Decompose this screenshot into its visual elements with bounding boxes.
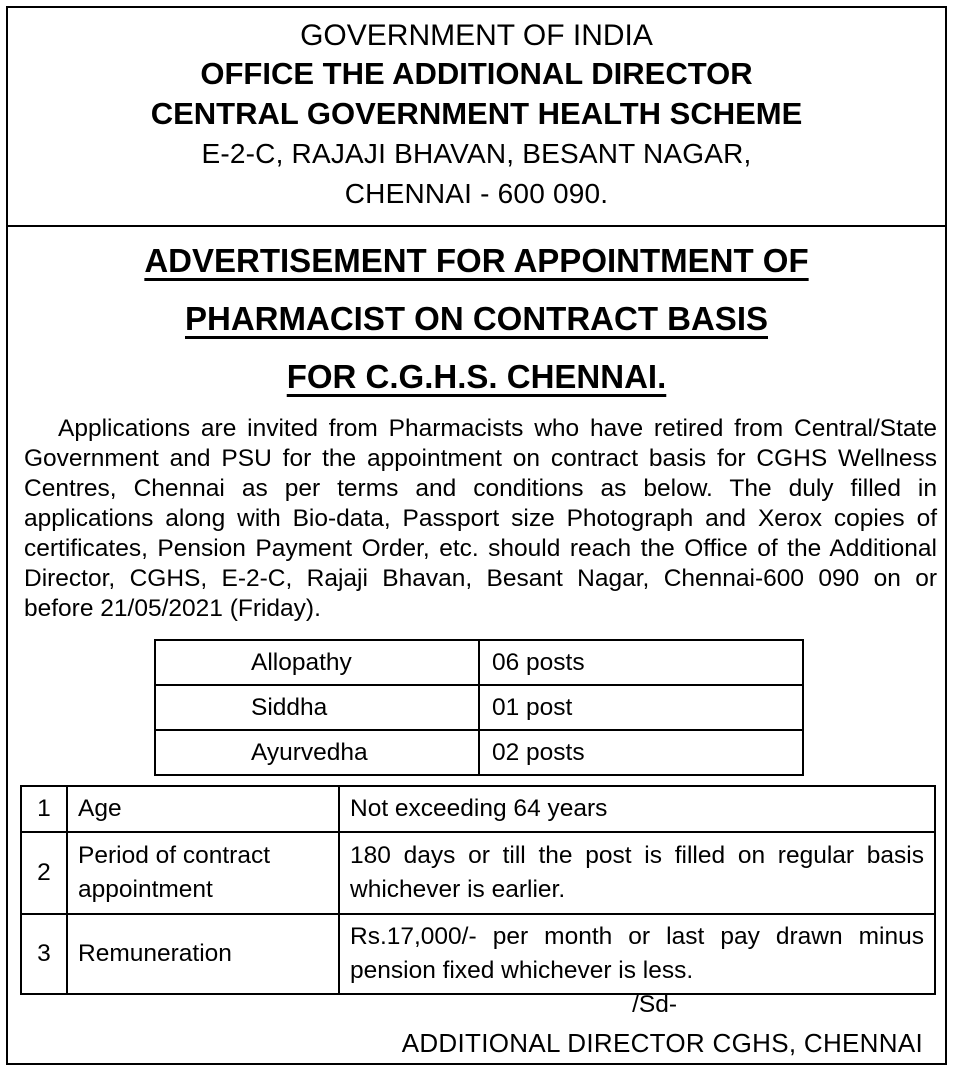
post-count: 06 posts	[479, 640, 803, 685]
term-detail: 180 days or till the post is filled on regular basis whichever is earlier.	[339, 832, 935, 914]
header-government: GOVERNMENT OF INDIA	[300, 19, 653, 52]
term-item: Remuneration	[67, 914, 339, 994]
title-line-3: FOR C.G.H.S. CHENNAI.	[286, 358, 667, 395]
post-count: 02 posts	[479, 730, 803, 775]
table-row	[21, 786, 935, 832]
table-row	[155, 685, 803, 730]
header-scheme: CENTRAL GOVERNMENT HEALTH SCHEME	[150, 96, 803, 131]
header-city: CHENNAI - 600 090.	[344, 178, 609, 209]
term-item: Period of contract appointment	[67, 832, 339, 914]
table-row	[21, 832, 935, 914]
signature-mark: /Sd-	[632, 991, 677, 1018]
post-system: Siddha	[155, 685, 479, 730]
title-line-1: ADVERTISEMENT FOR APPOINTMENT OF	[144, 242, 809, 279]
header	[8, 8, 945, 227]
term-number: 2	[21, 832, 67, 914]
body-paragraph: Applications are invited from Pharmacists who have retired from Central/State Government and PSU for the appointment on contract basis for CGHS Wellness Centres, Chennai as per terms and conditions as below. The duly filled in applications along with Bio-data, Passport size Photograph and Xerox copies of certificates, Pension Payment Order, etc. should reach the Office of the Additional Director, CGHS, E-2-C, Rajaji Bhavan, Besant Nagar, Chennai-600 090 on or before 21/05/2021 (Friday).	[24, 415, 937, 622]
header-office: OFFICE THE ADDITIONAL DIRECTOR	[200, 56, 753, 91]
post-system: Ayurvedha	[155, 730, 479, 775]
advertisement	[6, 6, 947, 1065]
table-row	[155, 640, 803, 685]
term-number: 3	[21, 914, 67, 994]
term-detail: Rs.17,000/- per month or last pay drawn minus pension fixed whichever is less.	[339, 914, 935, 994]
posts-table	[154, 639, 804, 776]
term-number: 1	[21, 786, 67, 832]
table-row	[21, 914, 935, 994]
term-detail: Not exceeding 64 years	[339, 786, 935, 832]
table-row	[155, 730, 803, 775]
signatory: ADDITIONAL DIRECTOR CGHS, CHENNAI	[401, 1028, 923, 1058]
term-item: Age	[67, 786, 339, 832]
terms-table	[20, 785, 936, 995]
post-system: Allopathy	[155, 640, 479, 685]
post-count: 01 post	[479, 685, 803, 730]
title-line-2: PHARMACIST ON CONTRACT BASIS	[185, 300, 768, 337]
header-address: E-2-C, RAJAJI BHAVAN, BESANT NAGAR,	[201, 138, 752, 169]
advertisement-title	[8, 232, 945, 406]
